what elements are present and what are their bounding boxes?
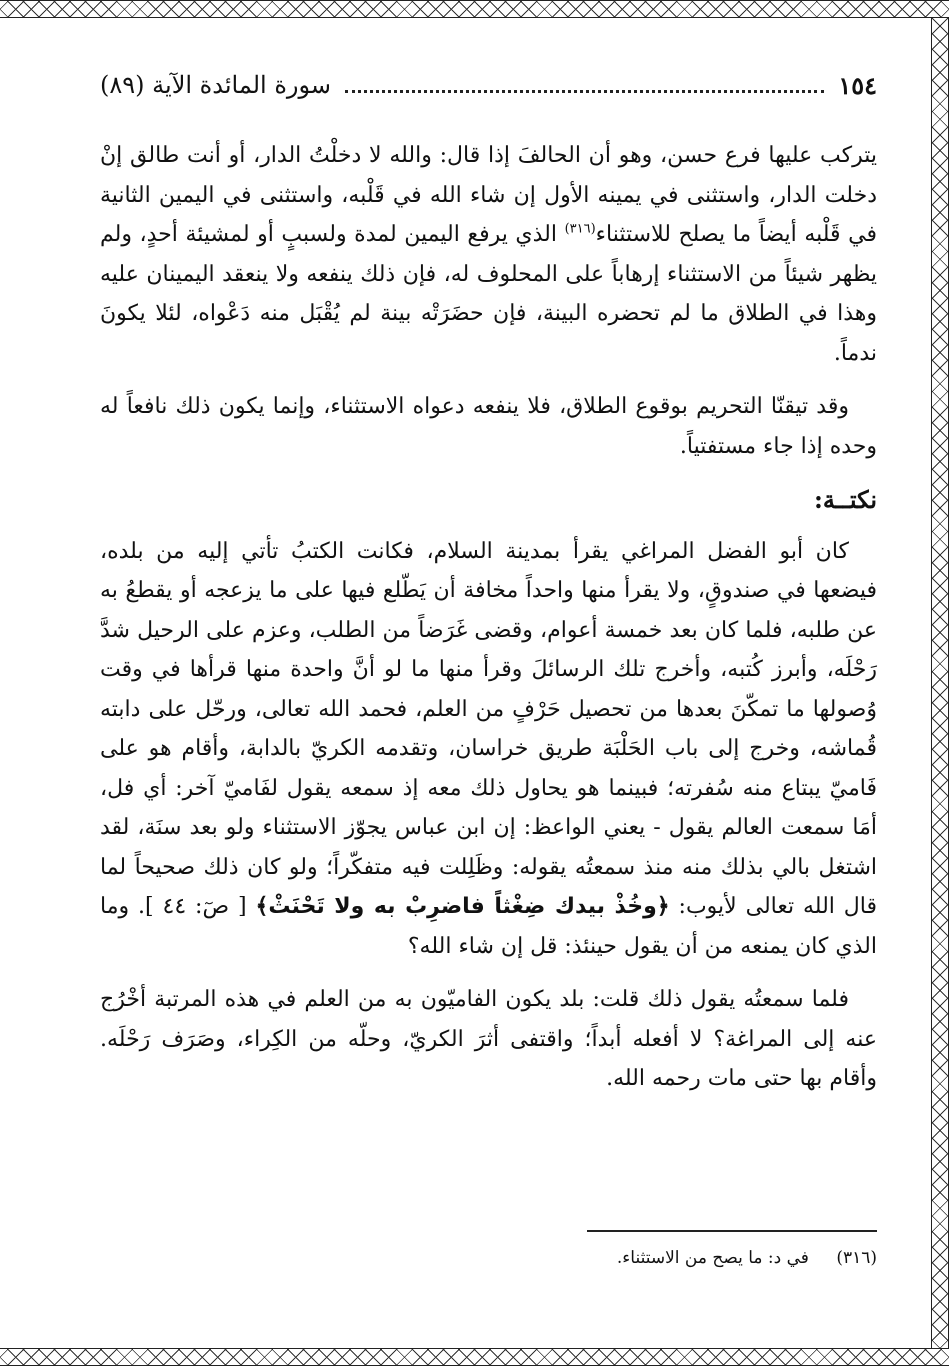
quran-verse: ﴿وخُذْ بيدك ضِغْثاً فاضرِبْ به ولا تَحْنَثْ﴾ [255, 894, 670, 919]
paragraph-1 [100, 136, 877, 373]
section-heading: نكتــة: [814, 485, 877, 514]
footnote [100, 1248, 877, 1268]
footnote-text: في د: ما يصح من الاستثناء. [616, 1248, 809, 1268]
footnote-number: (٣١٦) [836, 1248, 877, 1268]
border-top [0, 0, 949, 18]
border-right [931, 18, 949, 1348]
paragraph-1-text-a: يتركب عليها فرع حسن، وهو أن الحالفَ إذا قال: والله لا دخلْتُ الدار، أو أنت طالق إنْ دخلت الدار، واستثنى في يمينه الأول إن شاء الله في قَلْبه، واستثنى في اليمين الثانية في قَلْبه أيضاً ما يصلح للاستثناء [100, 143, 877, 247]
footnote-reference: (٣١٦) [564, 221, 596, 237]
story-paragraph [100, 532, 877, 967]
header-dotted-leader [345, 90, 824, 93]
closing-paragraph: فلما سمعتُه يقول ذلك قلت: بلد يكون الفاميّون به من العلم في هذه المرتبة أخْرُج عنه إلى المراغة؟ لا أفعله أبداً؛ واقتفى أثرَ الكريّ، وحلّه من الكِراء، وصَرَف رَحْلَه. وأقام بها حتى مات رحمه الله. [100, 987, 877, 1091]
border-bottom [0, 1348, 949, 1366]
footnote-separator [587, 1230, 877, 1232]
running-title: سورة المائدة الآية (٨٩) [100, 71, 331, 99]
book-page [100, 62, 877, 1306]
page-number: ١٥٤ [838, 70, 877, 100]
paragraph-2: وقد تيقنّا التحريم بوقوع الطلاق، فلا ينفعه دعواه الاستثناء، وإنما يكون ذلك نافعاً له وحده إذا جاء مستفتياً. [100, 394, 877, 459]
page-header [100, 62, 877, 108]
story-text-a: كان أبو الفضل المراغي يقرأ بمدينة السلام، فكانت الكتبُ تأتي إليه من بلده، فيضعها في صندوقٍ، ولا يقرأ منها واحداً مخافة أن يَطّلع فيها على ما يزعجه أو يقطعُ به عن طلبه، فلما كان بعد خمسة أعوام، وقضى غَرَضاً من الطلب، وعزم على الرحيل شدَّ رَحْلَه، وأبرز كُتبه، وأخرج تلك الرسائلَ وقرأ منها ما لو أنَّ واحدة منها قرأها في وقت وُصولها ما تمكّنَ بعدها من تحصيل حَرْفٍ من العلم، فحمد الله تعالى، ورحّل على دابته قُماشه، وخرج إلى باب الحَلْبَة طريق خراسان، وتقدمه الكريّ بالدابة، وأقام هو على فَاميّ يبتاع منه سُفرته؛ فبينما هو يحاول ذلك معه إذ سمعه يقول لفَاميّ آخر: أي فل، أمَا سمعت العالم يقول - يعني الواعظ: إن ابن عباس يجوّز الاستثناء ولو بعد سنَة، لقد اشتغل بالي بذلك منه منذ سمعتُه يقوله: وظَلِلت فيه متفكّراً؛ ولو كان ذلك صحيحاً لما قال الله تعالى لأيوب: [100, 538, 877, 919]
story-text-b: [ صٓ: ٤٤ ]. وما الذي كان يمنعه من أن يقول حينئذ: قل إن شاء الله؟ [100, 894, 877, 959]
main-text [100, 136, 877, 1099]
paragraph-1-text-b: الذي يرفع اليمين لمدة ولسببٍ أو لمشيئة أحدٍ، ولم يظهر شيئاً من الاستثناء إرهاباً على المحلوف له، فإن ذلك ينفعه ولا ينعقد اليمينان عليه وهذا في الطلاق ما لم تحضره البينة، فإن حضَرَتْه بينة لم يُقْبَل منه دَعْواه، لئلا يكونَ ندماً. [100, 222, 877, 366]
